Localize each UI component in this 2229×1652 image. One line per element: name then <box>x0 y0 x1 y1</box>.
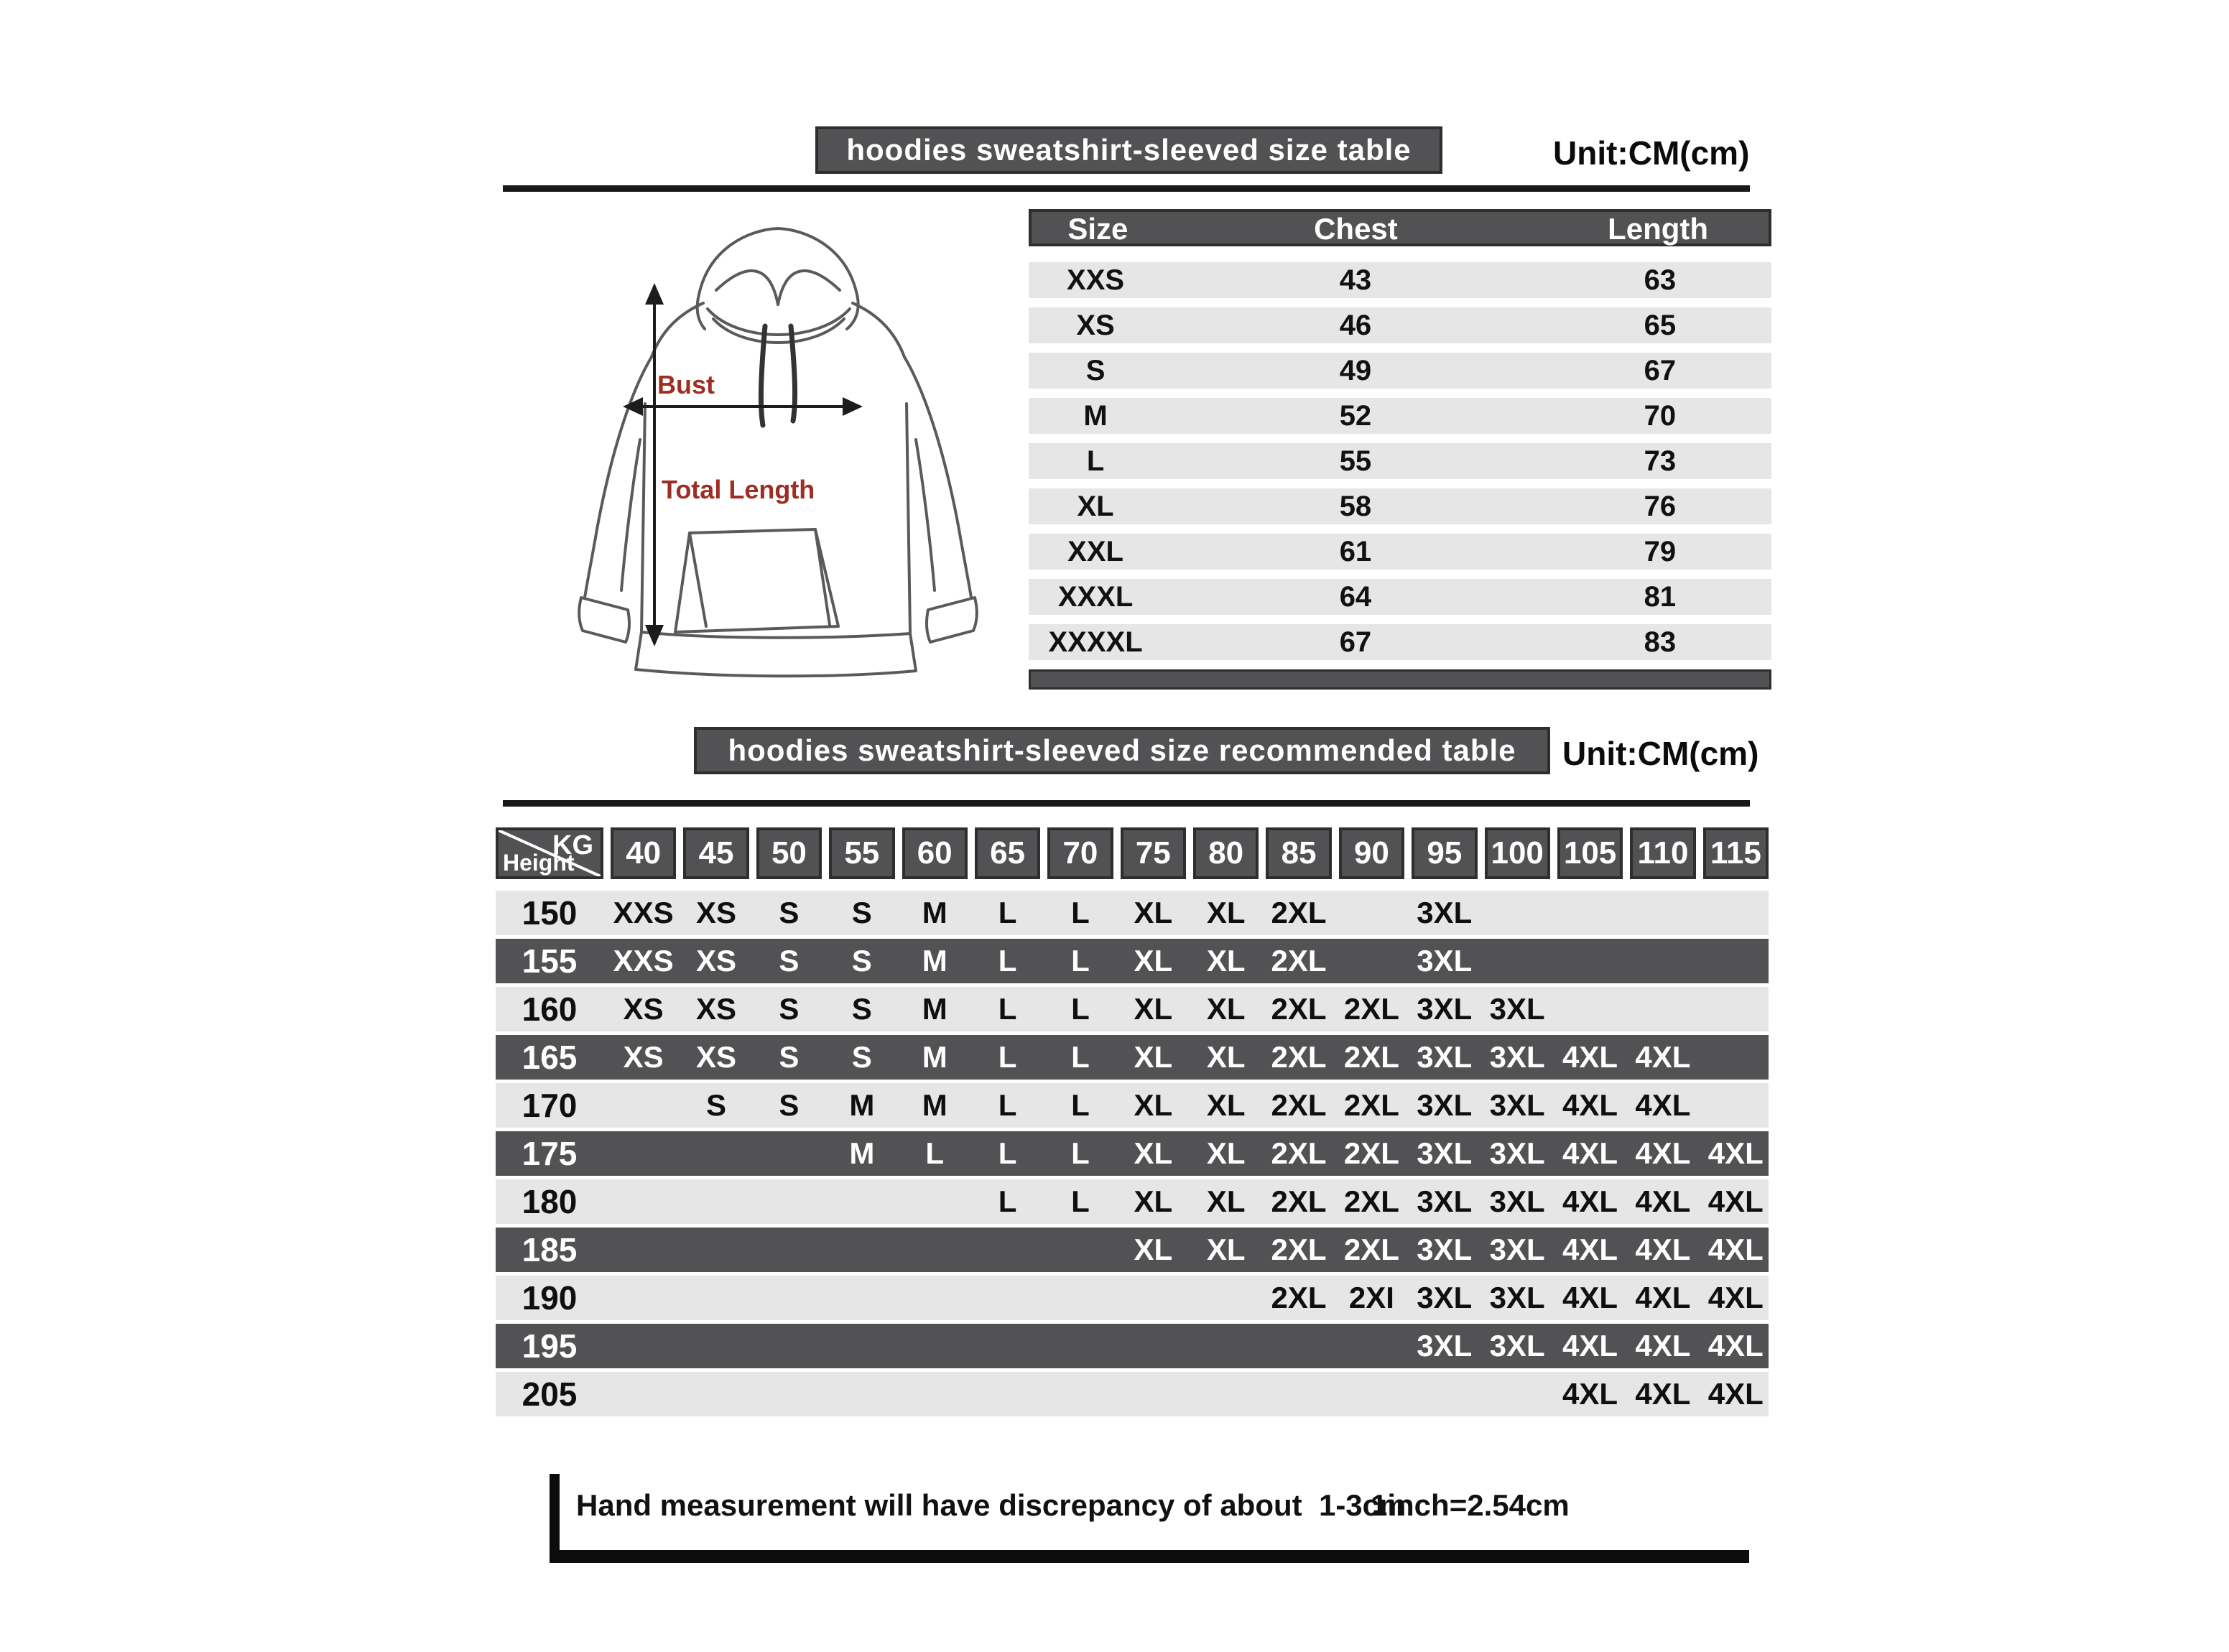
weight-header-cell: 115 <box>1703 827 1769 879</box>
matrix-size-cell: 4XL <box>1562 1040 1618 1074</box>
matrix-size-cell: 2XL <box>1271 896 1327 929</box>
matrix-size-cell: 2XL <box>1271 1281 1327 1314</box>
size-table-header-chest: Chest <box>1314 212 1398 246</box>
matrix-size-cell: 4XL <box>1635 1184 1691 1218</box>
size-table-row <box>1029 307 1771 343</box>
size-table-cell: M <box>1083 399 1108 432</box>
matrix-size-cell: S <box>706 1088 727 1122</box>
matrix-size-cell: 3XL <box>1417 1184 1473 1218</box>
matrix-size-cell: XL <box>1206 944 1246 978</box>
sleeve-right-inner <box>916 440 935 590</box>
weight-header-cell: 80 <box>1193 827 1259 879</box>
matrix-size-cell: XL <box>1206 1184 1246 1218</box>
cuff-right <box>927 598 977 642</box>
matrix-size-cell: XS <box>623 992 664 1026</box>
size-table-cell: 83 <box>1644 626 1677 658</box>
matrix-size-cell: 4XL <box>1707 1184 1764 1218</box>
matrix-size-cell: M <box>922 1040 947 1074</box>
size-table-cell: 61 <box>1339 535 1372 567</box>
matrix-size-cell: M <box>922 1088 947 1122</box>
matrix-size-cell: 3XL <box>1489 1136 1545 1170</box>
matrix-size-cell: 3XL <box>1489 1040 1545 1074</box>
table1-title-bar <box>815 126 1442 174</box>
matrix-size-cell: S <box>851 896 872 929</box>
matrix-row <box>496 1228 1769 1272</box>
size-table-cell: 79 <box>1644 535 1677 567</box>
weight-header-cell: 45 <box>683 827 749 879</box>
size-table-footer-bar <box>1029 669 1771 690</box>
matrix-size-cell: 3XL <box>1489 1233 1545 1266</box>
matrix-size-cell: 3XL <box>1417 1040 1473 1074</box>
weight-header-cell: 60 <box>902 827 968 879</box>
weight-header-cell: 65 <box>975 827 1040 879</box>
matrix-size-cell: 4XL <box>1707 1329 1764 1363</box>
table2-title: hoodies sweatshirt-sleeved size recommended table <box>728 733 1516 767</box>
matrix-size-cell: S <box>851 944 872 978</box>
sleeve-left-inner <box>621 440 640 590</box>
matrix-size-cell: 4XL <box>1635 1040 1691 1074</box>
matrix-size-cell: 2XL <box>1271 1040 1327 1074</box>
matrix-size-cell: 3XL <box>1417 992 1473 1026</box>
matrix-row <box>496 939 1769 983</box>
matrix-size-cell: XL <box>1134 992 1173 1026</box>
matrix-size-cell: 3XL <box>1417 944 1473 978</box>
matrix-size-cell: XXS <box>613 896 674 929</box>
matrix-size-cell: XL <box>1134 1088 1173 1122</box>
matrix-height-cell: 160 <box>522 990 578 1028</box>
matrix-height-cell: 195 <box>522 1327 578 1365</box>
matrix-size-cell: XXS <box>613 944 674 978</box>
matrix-size-cell: XL <box>1206 992 1246 1026</box>
matrix-size-cell: M <box>922 944 947 978</box>
matrix-size-cell: 2XL <box>1271 1136 1327 1170</box>
size-table-cell: 63 <box>1644 264 1677 296</box>
matrix-size-cell: 4XL <box>1635 1233 1691 1266</box>
size-table-cell: XXXL <box>1057 580 1134 613</box>
matrix-height-cell: 175 <box>522 1135 578 1172</box>
weight-header-cell: 50 <box>756 827 822 879</box>
matrix-size-cell: 3XL <box>1489 992 1545 1026</box>
size-table-cell: 43 <box>1339 264 1372 296</box>
matrix-size-cell: 3XL <box>1417 1281 1473 1314</box>
matrix-row <box>496 1372 1769 1416</box>
matrix-size-cell: L <box>1071 1040 1090 1074</box>
matrix-size-cell: XL <box>1134 896 1173 929</box>
size-table-cell: 55 <box>1339 445 1372 477</box>
weight-header-cell: 40 <box>611 827 676 879</box>
matrix-body <box>496 891 1769 1416</box>
matrix-row <box>496 1131 1769 1176</box>
note-vertical-bar <box>550 1474 560 1553</box>
matrix-size-cell: 3XL <box>1489 1329 1545 1363</box>
weight-header-cell: 100 <box>1485 827 1550 879</box>
sleeve-right-outer <box>904 357 971 598</box>
matrix-size-cell: L <box>925 1136 945 1170</box>
size-table-row <box>1029 398 1771 434</box>
matrix-size-cell: L <box>1071 1088 1090 1122</box>
matrix-size-cell: XL <box>1206 1233 1246 1266</box>
divider-line-top <box>503 185 1750 192</box>
total-length-arrowhead-top <box>645 283 664 305</box>
weight-header-cell: 55 <box>829 827 894 879</box>
size-table-cell: L <box>1086 445 1105 477</box>
hoodie-measurement-diagram <box>528 203 1024 709</box>
size-table-body <box>1029 262 1771 660</box>
cuff-left <box>579 598 629 642</box>
matrix-size-cell: L <box>998 896 1017 929</box>
matrix-size-cell: 4XL <box>1635 1136 1691 1170</box>
matrix-size-cell: 2XL <box>1343 1136 1399 1170</box>
matrix-size-cell: 2XL <box>1343 1184 1399 1218</box>
bust-label: Bust <box>657 370 715 399</box>
matrix-size-cell: 2XL <box>1343 1088 1399 1122</box>
size-table-cell: 52 <box>1339 399 1372 432</box>
matrix-size-cell: 4XL <box>1707 1377 1764 1411</box>
matrix-size-cell: L <box>998 1136 1017 1170</box>
matrix-size-cell: XL <box>1134 1040 1173 1074</box>
matrix-size-cell: 4XL <box>1707 1136 1764 1170</box>
size-table-row <box>1029 624 1771 660</box>
matrix-size-cell: 4XL <box>1635 1377 1691 1411</box>
matrix-row <box>496 987 1769 1031</box>
matrix-size-cell: 4XL <box>1635 1329 1691 1363</box>
matrix-size-cell: 4XL <box>1562 1233 1618 1266</box>
matrix-height-cell: 190 <box>522 1279 578 1317</box>
size-table <box>1029 209 1771 690</box>
weight-header-cell: 70 <box>1047 827 1113 879</box>
matrix-size-cell: 4XL <box>1562 1377 1618 1411</box>
matrix-size-cell: 2XL <box>1271 944 1327 978</box>
matrix-size-cell: M <box>849 1136 875 1170</box>
hood-edge-left <box>698 294 705 329</box>
unit-label-2: Unit:CM(cm) <box>1562 735 1759 772</box>
matrix-size-cell: 3XL <box>1489 1088 1545 1122</box>
matrix-size-cell: 2XL <box>1271 992 1327 1026</box>
matrix-size-cell: 2XL <box>1271 1088 1327 1122</box>
matrix-size-cell: 4XL <box>1562 1329 1618 1363</box>
matrix-header-row <box>496 827 1769 879</box>
matrix-row <box>496 1276 1769 1320</box>
matrix-size-cell: 3XL <box>1489 1281 1545 1314</box>
matrix-size-cell: 2XL <box>1271 1184 1327 1218</box>
hood-flap-left <box>716 271 778 305</box>
matrix-size-cell: XS <box>623 1040 664 1074</box>
bust-arrowhead-right <box>843 397 863 416</box>
matrix-size-cell: 2XL <box>1343 1233 1399 1266</box>
matrix-size-cell: XS <box>696 896 737 929</box>
size-table-row <box>1029 534 1771 570</box>
unit-label-1: Unit:CM(cm) <box>1553 134 1750 172</box>
matrix-size-cell: XL <box>1206 1088 1246 1122</box>
matrix-size-cell: XS <box>696 992 737 1026</box>
matrix-size-cell: 3XL <box>1489 1184 1545 1218</box>
matrix-row <box>496 891 1769 935</box>
matrix-size-cell: L <box>1071 896 1090 929</box>
torso-right-edge <box>907 404 910 632</box>
matrix-size-cell: 2XI <box>1348 1281 1394 1314</box>
size-table-header-length: Length <box>1608 212 1709 246</box>
matrix-size-cell: L <box>998 992 1017 1026</box>
matrix-size-cell: M <box>922 896 947 929</box>
matrix-size-cell: S <box>851 1040 872 1074</box>
matrix-size-cell: XL <box>1134 1184 1173 1218</box>
size-table-cell: XXS <box>1067 264 1125 296</box>
size-table-row <box>1029 488 1771 524</box>
size-table-cell: 49 <box>1339 354 1372 386</box>
matrix-row <box>496 1035 1769 1080</box>
divider-line-middle <box>503 800 1750 807</box>
shoulder-right <box>853 303 904 357</box>
matrix-size-cell: L <box>1071 992 1090 1026</box>
matrix-size-cell: 2XL <box>1343 992 1399 1026</box>
collar-inner <box>713 319 844 343</box>
weight-header-cell: 95 <box>1412 827 1477 879</box>
bottom-horizontal-bar <box>550 1550 1749 1563</box>
weight-header-cell: 90 <box>1339 827 1404 879</box>
matrix-size-cell: S <box>779 1088 800 1122</box>
matrix-height-cell: 150 <box>522 894 578 932</box>
matrix-size-cell: 4XL <box>1707 1281 1764 1314</box>
weight-header-cell: 105 <box>1557 827 1623 879</box>
pocket-opening-left <box>690 533 706 626</box>
matrix-size-cell: XL <box>1134 1136 1173 1170</box>
matrix-size-cell: XL <box>1206 1040 1246 1074</box>
matrix-height-cell: 180 <box>522 1183 578 1220</box>
matrix-size-cell: 3XL <box>1417 1088 1473 1122</box>
matrix-size-cell: L <box>998 1040 1017 1074</box>
matrix-size-cell: L <box>1071 944 1090 978</box>
total-length-arrowhead-bottom <box>645 625 664 646</box>
size-table-cell: XXL <box>1067 535 1123 567</box>
matrix-size-cell: XL <box>1134 944 1173 978</box>
matrix-size-cell: XS <box>696 1040 737 1074</box>
matrix-size-cell: XS <box>696 944 737 978</box>
shoulder-left <box>652 303 703 357</box>
size-table-cell: 73 <box>1644 445 1677 477</box>
matrix-row <box>496 1179 1769 1224</box>
weight-header-cell: 110 <box>1630 827 1695 879</box>
matrix-height-cell: 170 <box>522 1087 578 1124</box>
corner-height-label: Height <box>503 850 575 876</box>
size-table-cell: 64 <box>1339 580 1372 613</box>
matrix-size-cell: XL <box>1206 1136 1246 1170</box>
size-table-row <box>1029 579 1771 615</box>
hood-flap-right <box>778 271 840 305</box>
matrix-size-cell: 2XL <box>1343 1040 1399 1074</box>
size-table-row <box>1029 353 1771 389</box>
drawstring-left <box>761 326 765 425</box>
inch-conversion-note: 1inch=2.54cm <box>1371 1488 1570 1522</box>
recommended-size-matrix <box>496 827 1769 1420</box>
matrix-size-cell: 4XL <box>1562 1088 1618 1122</box>
matrix-height-cell: 155 <box>522 942 578 980</box>
size-table-cell: 65 <box>1644 309 1677 341</box>
matrix-corner-cell <box>496 827 603 879</box>
matrix-size-cell: 4XL <box>1562 1184 1618 1218</box>
weight-header-cell: 75 <box>1121 827 1186 879</box>
matrix-size-cell: L <box>998 1088 1017 1122</box>
torso-left-edge <box>641 404 645 632</box>
matrix-size-cell: XL <box>1134 1233 1173 1266</box>
matrix-size-cell: L <box>1071 1184 1090 1218</box>
matrix-size-cell: S <box>851 992 872 1026</box>
matrix-size-cell: 3XL <box>1417 896 1473 929</box>
matrix-row <box>496 1083 1769 1128</box>
size-table-cell: XS <box>1076 309 1115 341</box>
matrix-size-cell: L <box>998 1184 1017 1218</box>
measurement-note: Hand measurement will have discrepancy of about 1-3cm <box>576 1488 1407 1522</box>
size-table-header-size: Size <box>1067 212 1129 246</box>
size-table-cell: 81 <box>1644 580 1677 613</box>
size-table-cell: XL <box>1077 490 1114 522</box>
matrix-size-cell: 4XL <box>1707 1233 1764 1266</box>
matrix-size-cell: 4XL <box>1635 1281 1691 1314</box>
size-table-cell: 67 <box>1339 626 1372 658</box>
matrix-size-cell: S <box>779 1040 800 1074</box>
total-length-label: Total Length <box>662 475 815 504</box>
matrix-size-cell: L <box>998 944 1017 978</box>
size-table-cell: 46 <box>1339 309 1372 341</box>
size-table-cell: 58 <box>1339 490 1372 522</box>
size-table-cell: 70 <box>1644 399 1677 432</box>
matrix-size-cell: 4XL <box>1562 1136 1618 1170</box>
size-table-cell: XXXXL <box>1048 626 1143 658</box>
table1-title: hoodies sweatshirt-sleeved size table <box>846 133 1412 167</box>
matrix-height-cell: 165 <box>522 1039 578 1076</box>
matrix-size-cell: S <box>779 992 800 1026</box>
matrix-size-cell: L <box>1071 1136 1090 1170</box>
table2-title-bar <box>694 727 1550 774</box>
size-table-cell: S <box>1085 354 1106 386</box>
size-table-cell: 67 <box>1644 354 1677 386</box>
size-table-row <box>1029 443 1771 479</box>
weight-header-cell: 85 <box>1266 827 1331 879</box>
pocket-outline <box>675 529 838 632</box>
matrix-size-cell: 4XL <box>1635 1088 1691 1122</box>
matrix-size-cell: S <box>779 944 800 978</box>
matrix-row <box>496 1324 1769 1368</box>
size-table-header <box>1029 209 1771 246</box>
matrix-size-cell: M <box>849 1088 875 1122</box>
matrix-size-cell: 3XL <box>1417 1329 1473 1363</box>
matrix-size-cell: 4XL <box>1562 1281 1618 1314</box>
matrix-size-cell: 3XL <box>1417 1136 1473 1170</box>
matrix-size-cell: S <box>779 896 800 929</box>
matrix-height-cell: 205 <box>522 1375 578 1413</box>
matrix-size-cell: XL <box>1206 896 1246 929</box>
corner-kg-label: KG <box>552 830 593 860</box>
size-table-row <box>1029 262 1771 298</box>
matrix-height-cell: 185 <box>522 1231 578 1268</box>
matrix-size-cell: M <box>922 992 947 1026</box>
matrix-size-cell: 2XL <box>1271 1233 1327 1266</box>
matrix-size-cell: 3XL <box>1417 1233 1473 1266</box>
size-table-cell: 76 <box>1644 490 1677 522</box>
